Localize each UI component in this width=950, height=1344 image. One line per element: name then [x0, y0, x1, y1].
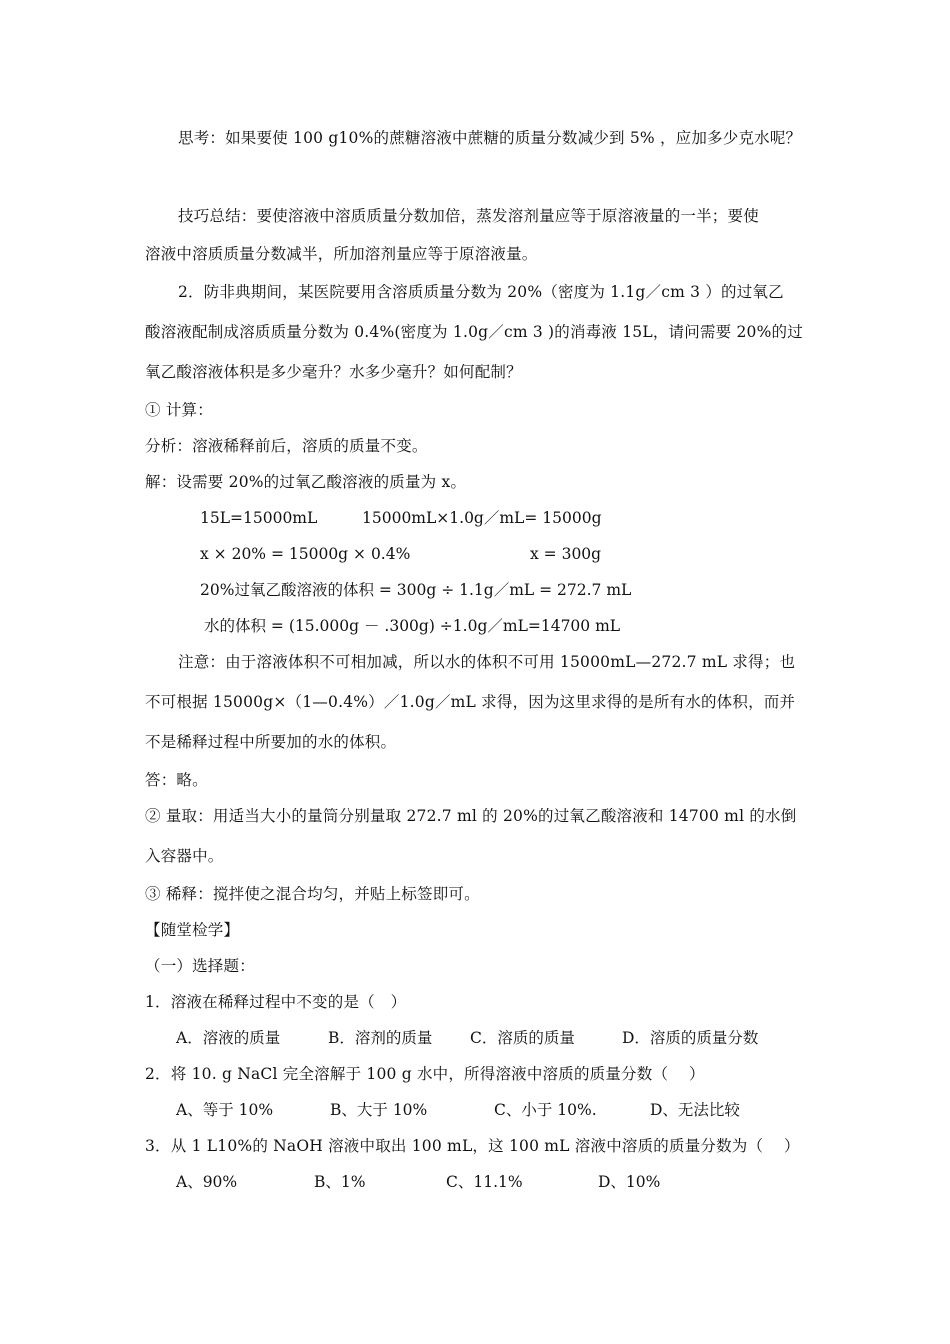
subsection-heading: （一）选择题： [145, 957, 255, 975]
note-line-2: 不可根据 15000g×（1—0.4%）／1.0g／mL 求得，因为这里求得的是所有水的体积，而并 [145, 693, 796, 711]
q2-option-d: D、无法比较 [650, 1101, 740, 1119]
q2-stem: 2．将 10. g NaCl 完全溶解于 100 g 水中，所得溶液中溶质的质量分数（ ） [145, 1065, 705, 1083]
section-heading: 【随堂检学】 [145, 921, 240, 939]
calc-row3: 20%过氧乙酸溶液的体积 = 300g ÷ 1.1g／mL = 272.7 mL [200, 581, 632, 599]
q2-option-b: B、大于 10% [330, 1101, 428, 1119]
q1-stem: 1．溶液在稀释过程中不变的是（ ） [145, 993, 407, 1011]
step-measure-line-1: ② 量取：用适当大小的量筒分别量取 272.7 ml 的 20%的过氧乙酸溶液和 14700 ml 的水倒 [145, 807, 797, 825]
q2-option-c: C、小于 10%. [494, 1101, 597, 1119]
problem2-line-3: 氧乙酸溶液体积是多少毫升？水多少毫升？如何配制？ [145, 363, 522, 381]
q1-option-b: B．溶剂的质量 [328, 1029, 433, 1047]
solution-text: 解：设需要 20%的过氧乙酸溶液的质量为 x。 [145, 473, 467, 491]
problem2-line-1: 2．防非典期间，某医院要用含溶质质量分数为 20%（密度为 1.1g／cm 3 ）的过氧乙 [178, 283, 784, 301]
step-measure-line-2: 入容器中。 [145, 847, 224, 865]
q3-option-a: A、90% [176, 1173, 238, 1191]
q3-option-b: B、1% [314, 1173, 366, 1191]
tip-line-1: 技巧总结：要使溶液中溶质质量分数加倍，蒸发溶剂量应等于原溶液量的一半；要使 [178, 207, 759, 225]
analysis-text: 分析：溶液稀释前后，溶质的质量不变。 [145, 437, 428, 455]
think-question: 思考：如果要使 100 g10%的蔗糖溶液中蔗糖的质量分数减少到 5% ，应加多少克水呢？ [178, 129, 802, 147]
q3-stem: 3．从 1 L10%的 NaOH 溶液中取出 100 mL，这 100 mL 溶液中溶质的质量分数为（ ） [145, 1137, 800, 1155]
q1-option-d: D．溶质的质量分数 [622, 1029, 759, 1047]
q2-option-a: A、等于 10% [176, 1101, 274, 1119]
calc-row1-right: 15000mL×1.0g／mL= 15000g [362, 509, 602, 527]
q1-option-c: C．溶质的质量 [470, 1029, 575, 1047]
q1-option-a: A．溶液的质量 [176, 1029, 281, 1047]
calc-row2-left: x × 20% = 15000g × 0.4% [200, 545, 411, 563]
step-dilute: ③ 稀释：搅拌使之混合均匀，并贴上标签即可。 [145, 885, 480, 903]
calc-row4: 水的体积 = (15.000g － .300g) ÷1.0g／mL=14700 mL [204, 617, 621, 635]
tip-line-2: 溶液中溶质质量分数减半，所加溶剂量应等于原溶液量。 [145, 245, 538, 263]
q3-option-c: C、11.1% [446, 1173, 523, 1191]
answer-text: 答：略。 [145, 771, 208, 789]
note-line-1: 注意：由于溶液体积不可相加减，所以水的体积不可用 15000mL—272.7 mL 求得；也 [178, 653, 796, 671]
note-line-3: 不是稀释过程中所要加的水的体积。 [145, 733, 397, 751]
q3-option-d: D、10% [598, 1173, 661, 1191]
calc-row1-left: 15L=15000mL [200, 509, 318, 527]
calc-row2-right: x = 300g [530, 545, 602, 563]
problem2-line-2: 酸溶液配制成溶质质量分数为 0.4%(密度为 1.0g／cm 3 )的消毒液 15L，请问需要 20%的过 [145, 323, 803, 341]
step-calculate: ① 计算： [145, 401, 213, 419]
